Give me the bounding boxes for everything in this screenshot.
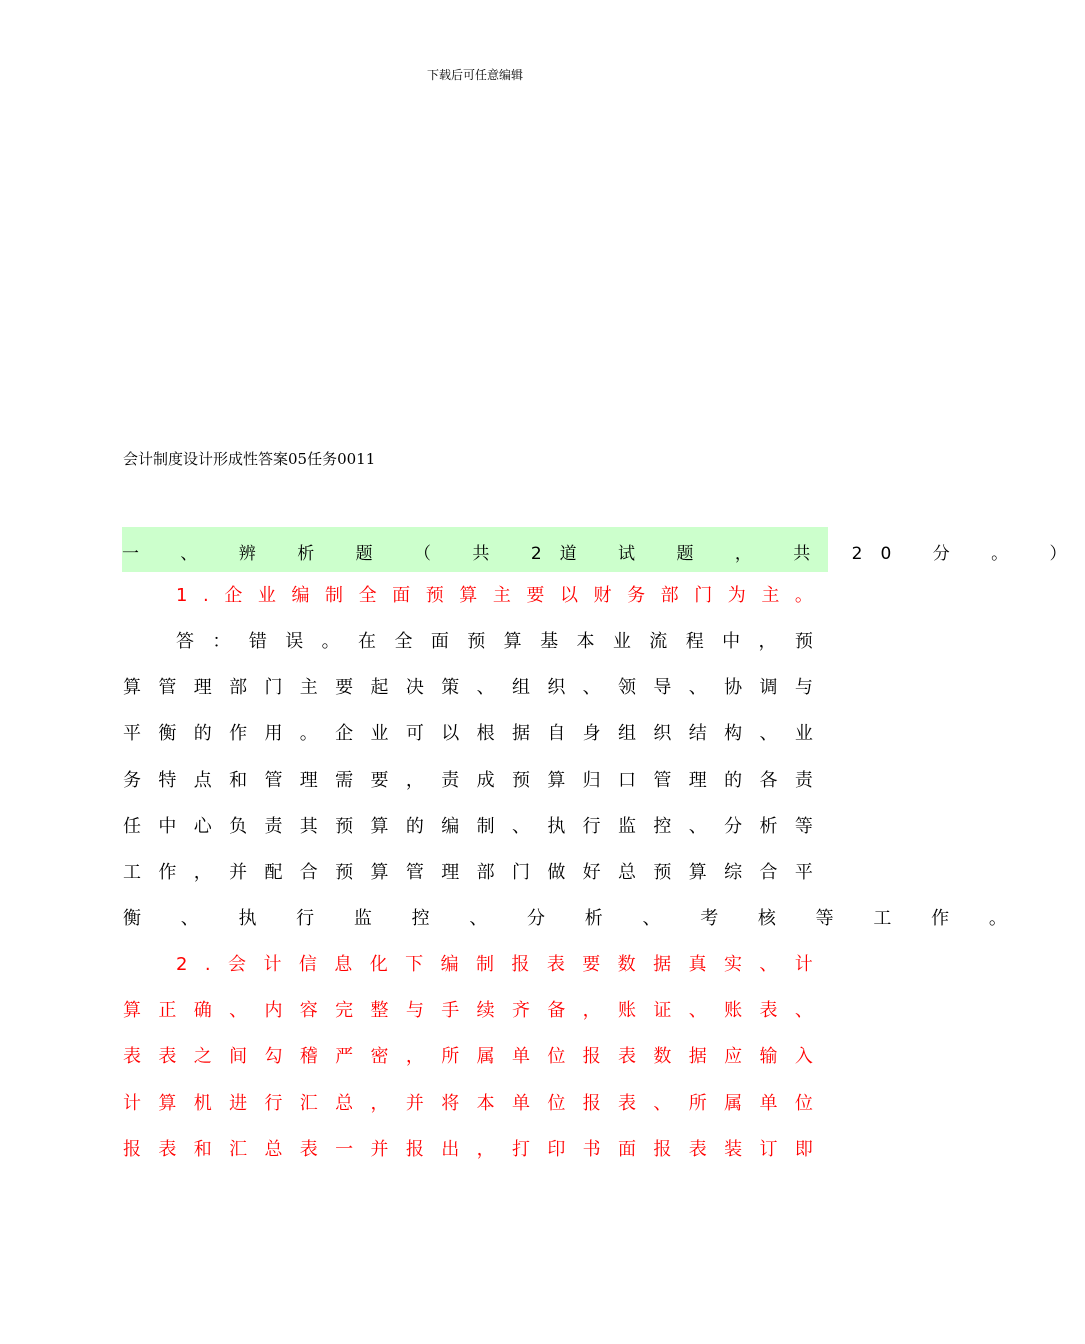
document-title: 会计制度设计形成性答案05任务0011 xyxy=(123,450,376,468)
answer-1-line: 算 管 理 部 门 主 要 起 决 策 、 组 织 、 领 导 、 协 调 与 xyxy=(123,677,813,699)
answer-1-line: 工 作 ， 并 配 合 预 算 管 理 部 门 做 好 总 预 算 综 合 平 xyxy=(123,862,813,884)
question-1 xyxy=(123,573,813,619)
section-heading: 一 、 辨 析 题 （ 共 2道 试 题 ， 共 20 分 。 ） xyxy=(122,527,828,572)
question-2-line: 计 算 机 进 行 汇 总 ， 并 将 本 单 位 报 表 、 所 属 单 位 xyxy=(123,1092,813,1114)
question-2 xyxy=(123,942,813,1173)
answer-1-line: 答 ： 错 误 。 在 全 面 预 算 基 本 业 流 程 中 ， 预 xyxy=(176,631,813,652)
answer-1-line: 任 中 心 负 责 其 预 算 的 编 制 、 执 行 监 控 、 分 析 等 xyxy=(123,815,813,837)
question-2-line: 算 正 确 、 内 容 完 整 与 手 续 齐 备 ， 账 证 、 账 表 、 xyxy=(123,1000,813,1022)
question-2-line: 报 表 和 汇 总 表 一 并 报 出 ， 打 印 书 面 报 表 装 订 即 xyxy=(123,1138,813,1160)
answer-1 xyxy=(123,619,1024,942)
answer-1-line: 平 衡 的 作 用 。 企 业 可 以 根 据 自 身 组 织 结 构 、 业 xyxy=(123,723,813,745)
question-2-line: 表 表 之 间 勾 稽 严 密 ， 所 属 单 位 报 表 数 据 应 输 入 xyxy=(123,1046,813,1068)
answer-1-line: 衡 、 执 行 监 控 、 分 析 、 考 核 等 工 作 。 xyxy=(123,908,1024,930)
question-2-line: 2 . 会 计 信 息 化 下 编 制 报 表 要 数 据 真 实 、 计 xyxy=(176,954,813,975)
answer-1-line: 务 特 点 和 管 理 需 要 ， 责 成 预 算 归 口 管 理 的 各 责 xyxy=(123,769,813,791)
page-header-note: 下载后可任意编辑 xyxy=(426,68,523,82)
question-1-line: 1 . 企 业 编 制 全 面 预 算 主 要 以 财 务 部 门 为 主 。 xyxy=(176,585,813,606)
